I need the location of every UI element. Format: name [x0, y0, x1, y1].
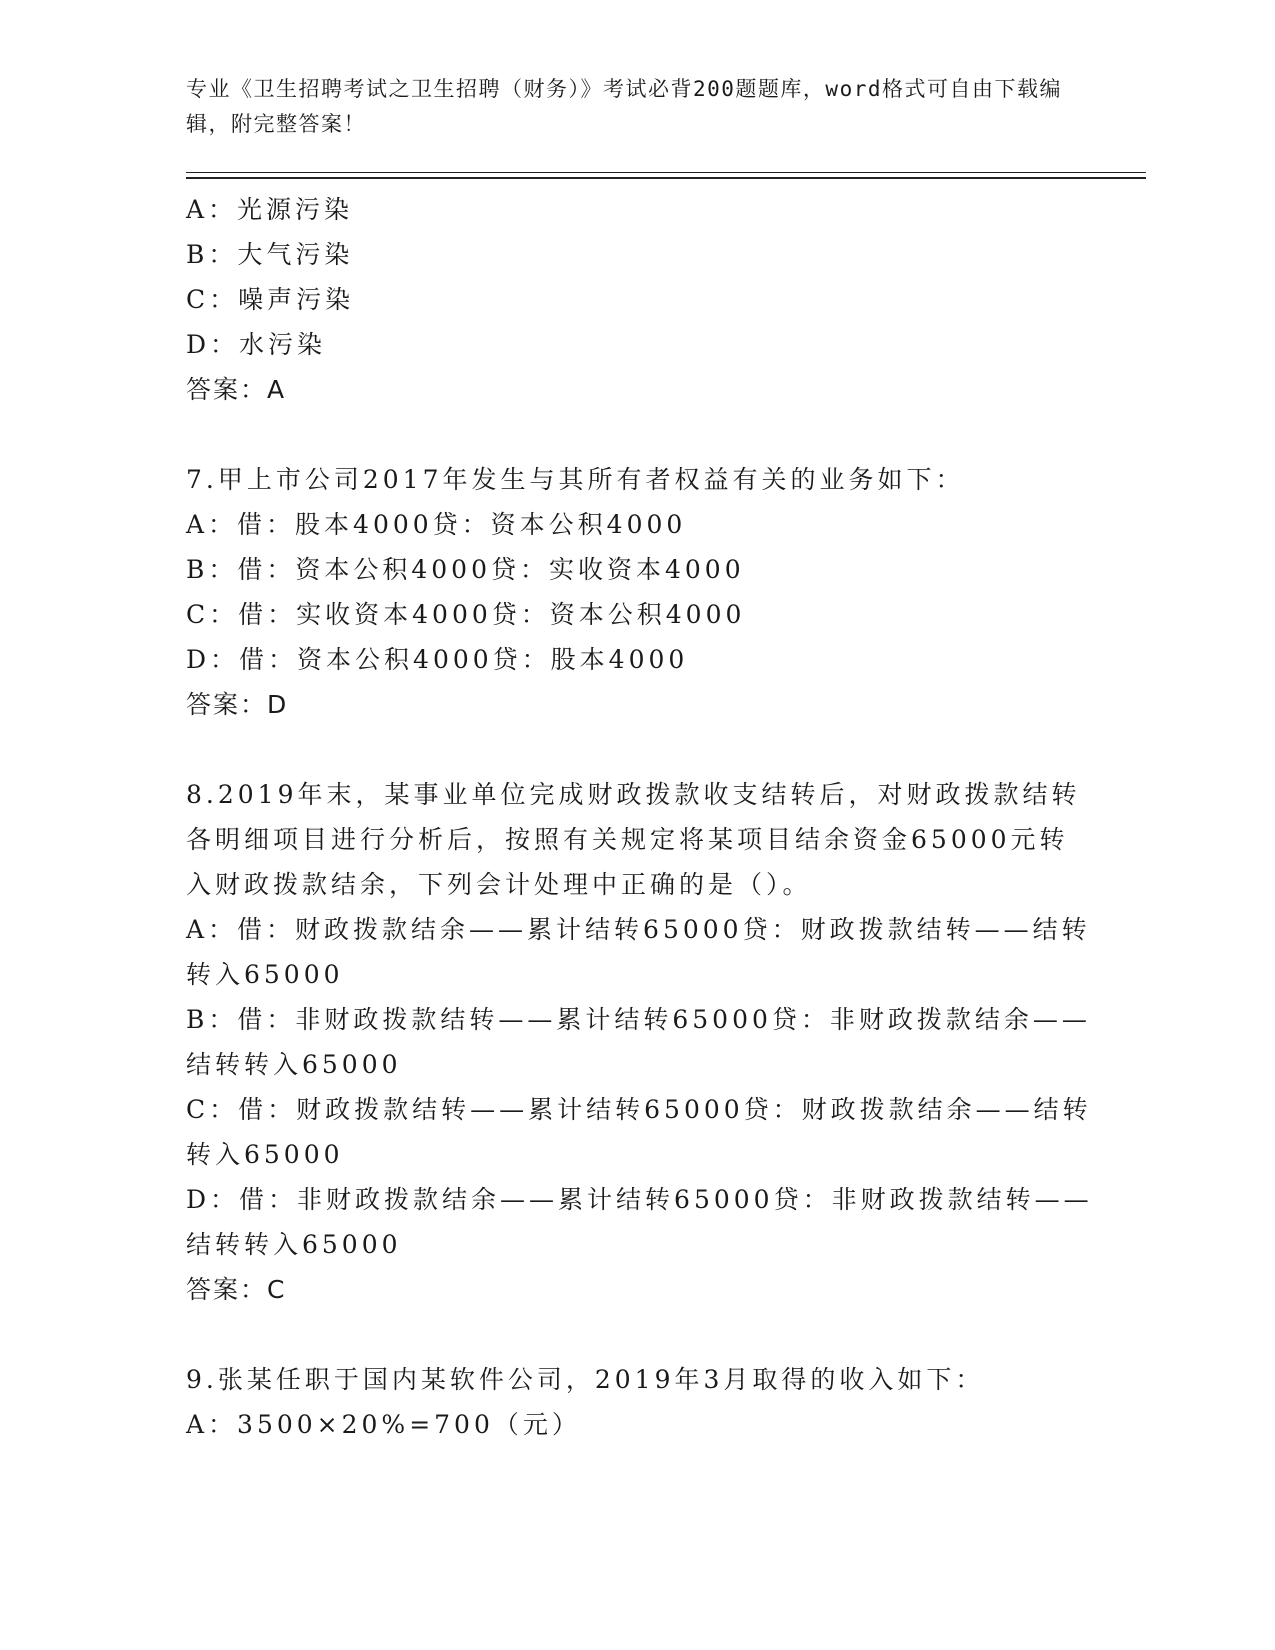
option-b-line-1: B：借：非财政拨款结转——累计结转65000贷：非财政拨款结余——	[186, 1005, 1091, 1034]
option-c: C：借：实收资本4000贷：资本公积4000	[186, 600, 746, 629]
spacer	[186, 1312, 1086, 1357]
question-8	[186, 772, 1093, 1312]
option-d-line-2: 结转转入65000	[186, 1230, 402, 1259]
option-d-line-1: D：借：非财政拨款结余——累计结转65000贷：非财政拨款结转——	[186, 1185, 1093, 1214]
option-b: B：借：资本公积4000贷：实收资本4000	[186, 555, 745, 584]
header-divider-thick	[186, 177, 1146, 179]
option-c-line-2: 转入65000	[186, 1140, 344, 1169]
question-7	[186, 457, 1086, 727]
option-a: A：借：股本4000贷：资本公积4000	[186, 510, 687, 539]
answer-line: 答案：D	[186, 690, 289, 719]
option-a: A：光源污染	[186, 195, 354, 224]
option-b-line-2: 结转转入65000	[186, 1050, 402, 1079]
question-text: 7.甲上市公司2017年发生与其所有者权益有关的业务如下：	[186, 465, 965, 494]
option-b: B：大气污染	[186, 240, 354, 269]
answer-line: 答案：A	[186, 375, 287, 404]
spacer	[186, 727, 1086, 772]
option-a-line-2: 转入65000	[186, 960, 344, 989]
header-divider-thin	[186, 172, 1146, 173]
question-list	[186, 187, 1093, 1447]
question-text-line-2: 各明细项目进行分析后，按照有关规定将某项目结余资金65000元转	[186, 825, 1069, 854]
answer-line: 答案：C	[186, 1275, 287, 1304]
option-a: A：3500×20%=700（元）	[186, 1410, 581, 1439]
question-text: 9.张某任职于国内某软件公司，2019年3月取得的收入如下：	[186, 1365, 985, 1394]
option-a-line-1: A：借：财政拨款结余——累计结转65000贷：财政拨款结转——结转	[186, 915, 1091, 944]
page-header-title: 专业《卫生招聘考试之卫生招聘（财务）》考试必背200题题库，word格式可自由下载编辑，附完整答案！	[186, 77, 1062, 136]
question-6	[186, 187, 1086, 412]
question-text-line-3: 入财政拨款结余，下列会计处理中正确的是（）。	[186, 870, 812, 899]
option-c: C：噪声污染	[186, 285, 355, 314]
option-d: D：借：资本公积4000贷：股本4000	[186, 645, 689, 674]
spacer	[186, 412, 1086, 457]
option-c-line-1: C：借：财政拨款结转——累计结转65000贷：财政拨款结余——结转	[186, 1095, 1092, 1124]
question-9	[186, 1357, 1086, 1447]
option-d: D：水污染	[186, 330, 327, 359]
question-text-line-1: 8.2019年末，某事业单位完成财政拨款收支结转后，对财政拨款结转	[186, 780, 1081, 809]
